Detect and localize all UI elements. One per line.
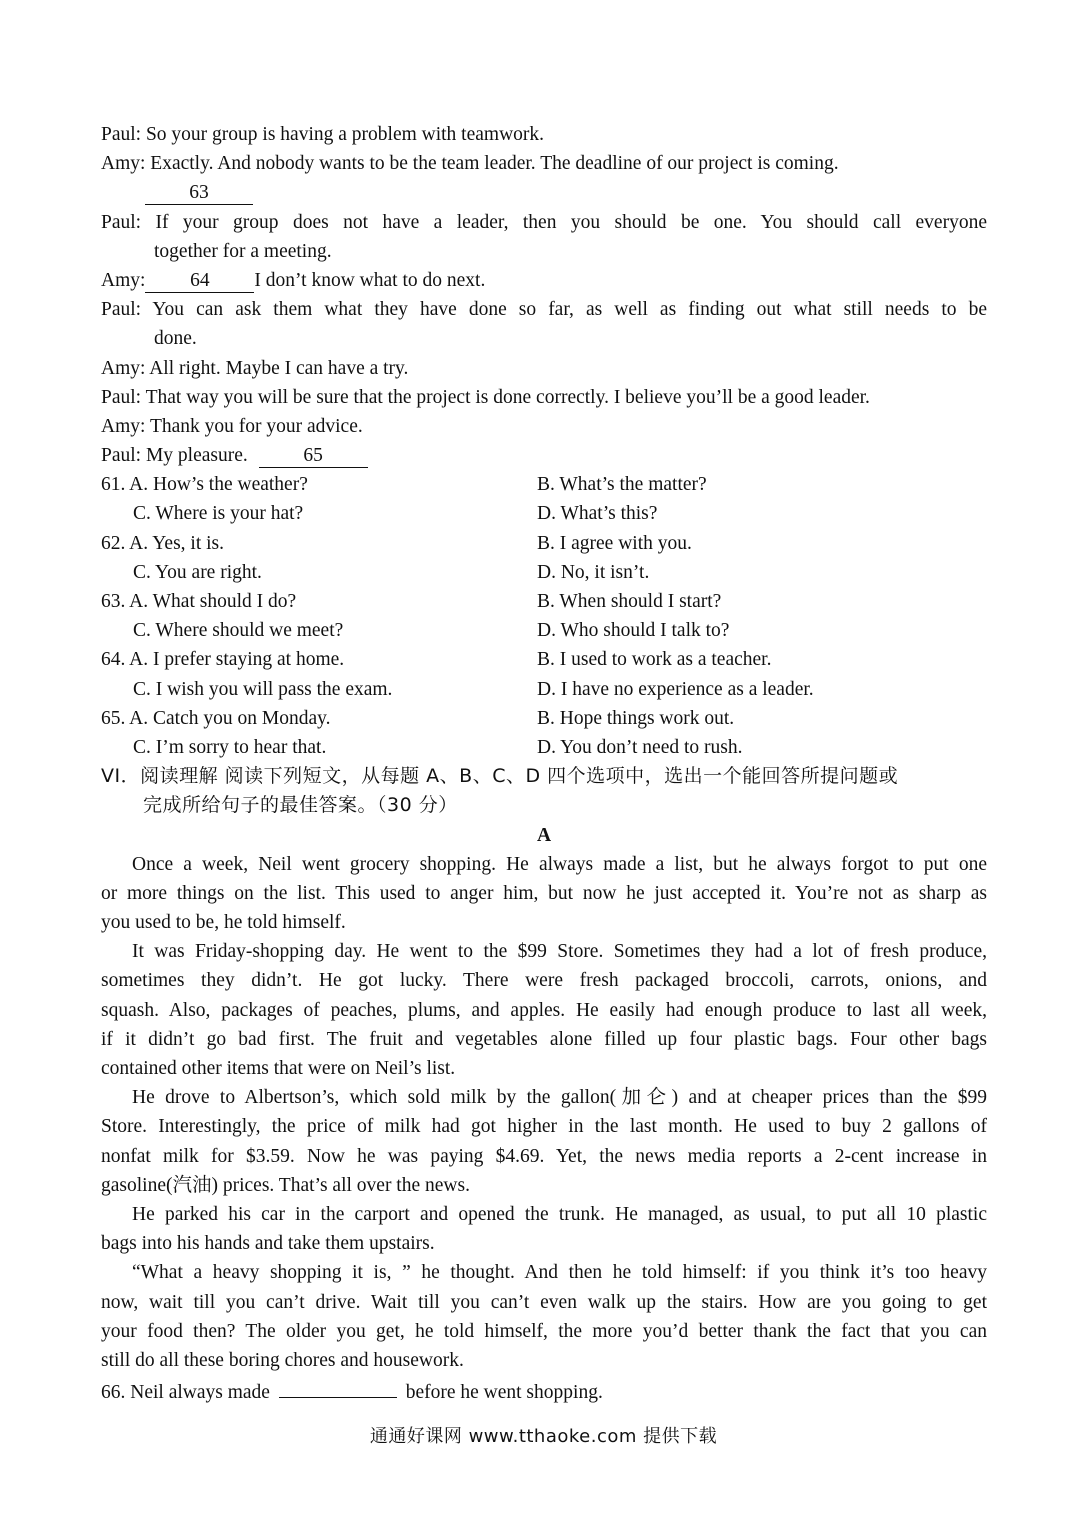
question-66 [101, 1375, 987, 1404]
dialogue-line: Paul: That way you will be sure that the project is done correctly. I believe you’ll be a good leader. [101, 386, 870, 408]
passage-line: now, wait till you can’t drive. Wait till you can’t even walk up the stairs. How are you going to get [101, 1291, 987, 1313]
passage-line: bags into his hands and take them upstairs. [101, 1233, 435, 1255]
blank-66 [279, 1375, 397, 1398]
question-63 [101, 587, 987, 645]
blank-65: 65 [259, 445, 368, 468]
option-c: C. Where is your hat? [133, 503, 304, 525]
passage-line: gasoline(汽油) prices. That’s all over the news. [101, 1174, 470, 1196]
option-c: C. I wish you will pass the exam. [133, 678, 393, 700]
page-footer: 通通好课网 www.tthaoke.com 提供下载 [369, 1426, 718, 1447]
section-instruction: VI．阅读理解 阅读下列短文，从每题 A、B、C、D 四个选项中，选出一个能回答所提问题或 [101, 765, 899, 788]
question-65 [101, 704, 987, 762]
exam-page [101, 120, 987, 1404]
passage-line: He parked his car in the carport and opened the trunk. He managed, as usual, to put all 10 plastic [132, 1203, 987, 1225]
passage-line: contained other items that were on Neil’s list. [101, 1058, 456, 1079]
option-d: D. No, it isn’t. [537, 561, 650, 583]
option-c: C. Where should we meet? [133, 620, 344, 642]
option-b: B. Hope things work out. [537, 707, 735, 729]
dialogue-line: Paul: You can ask them what they have done so far, as well as finding out what still needs to be [101, 299, 987, 321]
dialogue-line: Paul: If your group does not have a leader, then you should be one. You should call everyone [101, 211, 987, 233]
passage-line: “What a heavy shopping it is, ” he thought. And then he told himself: if you think it’s too heavy [132, 1262, 987, 1284]
passage-line: It was Friday-shopping day. He went to the $99 Store. Sometimes they had a lot of fresh produce, [132, 941, 987, 963]
dialogue-line: Amy: Thank you for your advice. [101, 415, 363, 437]
passage-line: Once a week, Neil went grocery shopping. He always made a list, but he always forgot to put one [132, 853, 987, 875]
passage-line: you used to be, he told himself. [101, 912, 346, 934]
option-a: 63. A. What should I do? [101, 591, 297, 612]
option-d: D. I have no experience as a leader. [537, 678, 814, 700]
passage-line: sometimes they didn’t. He got lucky. There were fresh packaged broccoli, carrots, onions, and [101, 970, 987, 992]
option-b: B. I agree with you. [537, 532, 692, 554]
passage-line: or more things on the list. This used to anger him, but now he just accepted it. You’re not as sharp as [101, 882, 987, 904]
question-66-stem: 66. Neil always made [101, 1382, 270, 1404]
option-b: B. When should I start? [537, 591, 722, 612]
speaker-amy: Amy: [101, 269, 146, 291]
dialogue-line: together for a meeting. [154, 240, 332, 262]
passage-line: if it didn’t go bad first. The fruit and vegetables alone filled up four plastic bags. Four other bags [101, 1028, 987, 1050]
dialogue-line: Amy: All right. Maybe I can have a try. [101, 357, 409, 379]
passage-line: He drove to Albertson’s, which sold milk by the gallon(加仑) and at cheaper prices than the $99 [132, 1087, 987, 1109]
passage-heading: A [536, 824, 552, 846]
option-b: B. I used to work as a teacher. [537, 649, 772, 671]
passage-line: squash. Also, packages of peaches, plums, and apples. He easily had enough produce to last all week, [101, 999, 987, 1021]
option-a: 62. A. Yes, it is. [101, 532, 224, 554]
question-62 [101, 529, 987, 587]
section-instruction-cont: 完成所给句子的最佳答案。（30 分） [143, 794, 458, 817]
passage-line: Store. Interestingly, the price of milk had got higher in the last month. He used to buy 2 gallons of [101, 1116, 987, 1138]
question-61 [101, 470, 987, 528]
blank-63: 63 [145, 182, 253, 205]
option-d: D. What’s this? [537, 503, 658, 525]
dialogue-text: I don’t know what to do next. [254, 269, 486, 291]
option-c: C. You are right. [133, 561, 262, 583]
dialogue-line [101, 441, 987, 470]
option-a: 61. A. How’s the weather? [101, 474, 308, 496]
dialogue-line: done. [154, 328, 197, 350]
passage-line: still do all these boring chores and housework. [101, 1349, 464, 1371]
option-d: D. You don’t need to rush. [537, 736, 743, 758]
passage-line: nonfat milk for $3.59. Now he was paying $4.69. Yet, the news media reports a 2-cent increase in [101, 1145, 987, 1167]
passage-line: your food then? The older you get, he told himself, the more you’d better thank the fact that you can [101, 1320, 987, 1342]
dialogue-text: Paul: My pleasure. [101, 445, 248, 467]
option-a: 64. A. I prefer staying at home. [101, 649, 345, 671]
dialogue-line [101, 266, 987, 295]
option-a: 65. A. Catch you on Monday. [101, 707, 331, 729]
option-c: C. I’m sorry to hear that. [133, 736, 327, 758]
question-64 [101, 645, 987, 703]
question-66-stem-end: before he went shopping. [405, 1382, 603, 1404]
dialogue-blank-line [101, 178, 987, 207]
dialogue-line: Amy: Exactly. And nobody wants to be the team leader. The deadline of our project is coming. [101, 153, 839, 175]
option-b: B. What’s the matter? [537, 474, 707, 496]
option-d: D. Who should I talk to? [537, 620, 730, 642]
dialogue-line: Paul: So your group is having a problem with teamwork. [101, 124, 545, 145]
blank-64: 64 [145, 270, 254, 293]
